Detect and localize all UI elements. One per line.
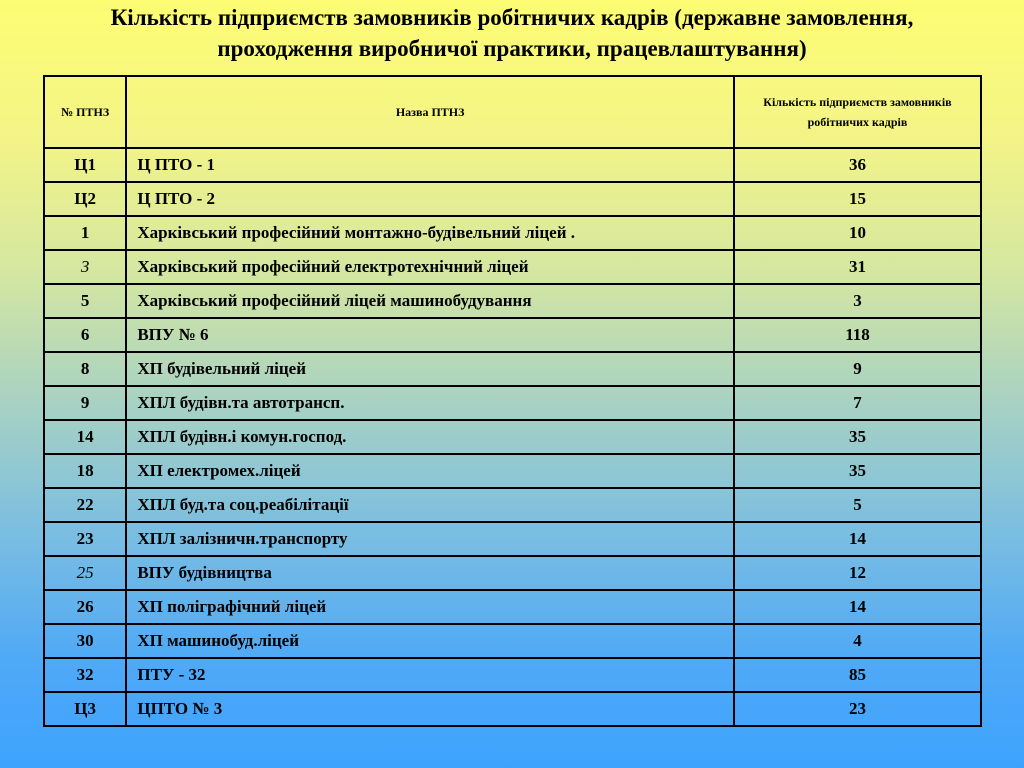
cell-name: ХП поліграфічний ліцей: [126, 590, 734, 624]
cell-num: 14: [44, 420, 126, 454]
cell-num: 1: [44, 216, 126, 250]
cell-name: ХПЛ будівн.та автотрансп.: [126, 386, 734, 420]
cell-num: Ц2: [44, 182, 126, 216]
table-row: [44, 692, 981, 726]
cell-count: 3: [734, 284, 981, 318]
cell-count: 4: [734, 624, 981, 658]
cell-num: 5: [44, 284, 126, 318]
table-row: [44, 522, 981, 556]
cell-num: 25: [44, 556, 126, 590]
cell-name: ВПУ № 6: [126, 318, 734, 352]
enterprises-table: [43, 75, 982, 727]
cell-name: ПТУ - 32: [126, 658, 734, 692]
table-row: [44, 590, 981, 624]
cell-num: 32: [44, 658, 126, 692]
header-row: [44, 76, 981, 148]
cell-num: 9: [44, 386, 126, 420]
table-body: [44, 148, 981, 726]
cell-count: 35: [734, 420, 981, 454]
cell-num: 3: [44, 250, 126, 284]
cell-name: Харківський професійний електротехнічний ліцей: [126, 250, 734, 284]
cell-count: 7: [734, 386, 981, 420]
cell-num: 8: [44, 352, 126, 386]
cell-num: 22: [44, 488, 126, 522]
cell-count: 10: [734, 216, 981, 250]
title-line-2: проходження виробничої практики, працевлаштування): [217, 36, 807, 61]
cell-name: ХП будівельний ліцей: [126, 352, 734, 386]
table-row: [44, 420, 981, 454]
table-row: [44, 386, 981, 420]
cell-num: 18: [44, 454, 126, 488]
cell-name: ХПЛ залізничн.транспорту: [126, 522, 734, 556]
header-count-label: Кількість підприємств замовників робітничих кадрів: [763, 95, 952, 129]
cell-num: 26: [44, 590, 126, 624]
table-row: [44, 556, 981, 590]
table-row: [44, 488, 981, 522]
cell-count: 31: [734, 250, 981, 284]
cell-name: ВПУ будівництва: [126, 556, 734, 590]
cell-name: ХП електромех.ліцей: [126, 454, 734, 488]
cell-name: Ц ПТО - 1: [126, 148, 734, 182]
table-row: [44, 318, 981, 352]
table-header: [44, 76, 981, 148]
cell-num: 23: [44, 522, 126, 556]
table-row: [44, 148, 981, 182]
cell-count: 118: [734, 318, 981, 352]
cell-count: 35: [734, 454, 981, 488]
cell-count: 15: [734, 182, 981, 216]
cell-count: 36: [734, 148, 981, 182]
slide-title: [0, 2, 1024, 64]
table-row: [44, 182, 981, 216]
table-row: [44, 284, 981, 318]
header-num: № ПТНЗ: [44, 76, 126, 148]
cell-num: 30: [44, 624, 126, 658]
table-row: [44, 216, 981, 250]
cell-count: 23: [734, 692, 981, 726]
table-row: [44, 352, 981, 386]
cell-name: ЦПТО № 3: [126, 692, 734, 726]
cell-count: 12: [734, 556, 981, 590]
cell-count: 85: [734, 658, 981, 692]
header-name: Назва ПТНЗ: [126, 76, 734, 148]
cell-count: 9: [734, 352, 981, 386]
cell-count: 14: [734, 522, 981, 556]
table-row: [44, 250, 981, 284]
header-count: [734, 76, 981, 148]
cell-num: Ц3: [44, 692, 126, 726]
cell-name: ХПЛ буд.та соц.реабілітації: [126, 488, 734, 522]
cell-num: 6: [44, 318, 126, 352]
cell-count: 14: [734, 590, 981, 624]
cell-count: 5: [734, 488, 981, 522]
table-row: [44, 624, 981, 658]
cell-num: Ц1: [44, 148, 126, 182]
cell-name: ХП машинобуд.ліцей: [126, 624, 734, 658]
cell-name: Ц ПТО - 2: [126, 182, 734, 216]
cell-name: Харківський професійний монтажно-будівельний ліцей .: [126, 216, 734, 250]
table-row: [44, 658, 981, 692]
title-line-1: Кількість підприємств замовників робітничих кадрів (державне замовлення,: [110, 5, 914, 30]
cell-name: Харківський професійний ліцей машинобудування: [126, 284, 734, 318]
cell-name: ХПЛ будівн.і комун.господ.: [126, 420, 734, 454]
table-row: [44, 454, 981, 488]
